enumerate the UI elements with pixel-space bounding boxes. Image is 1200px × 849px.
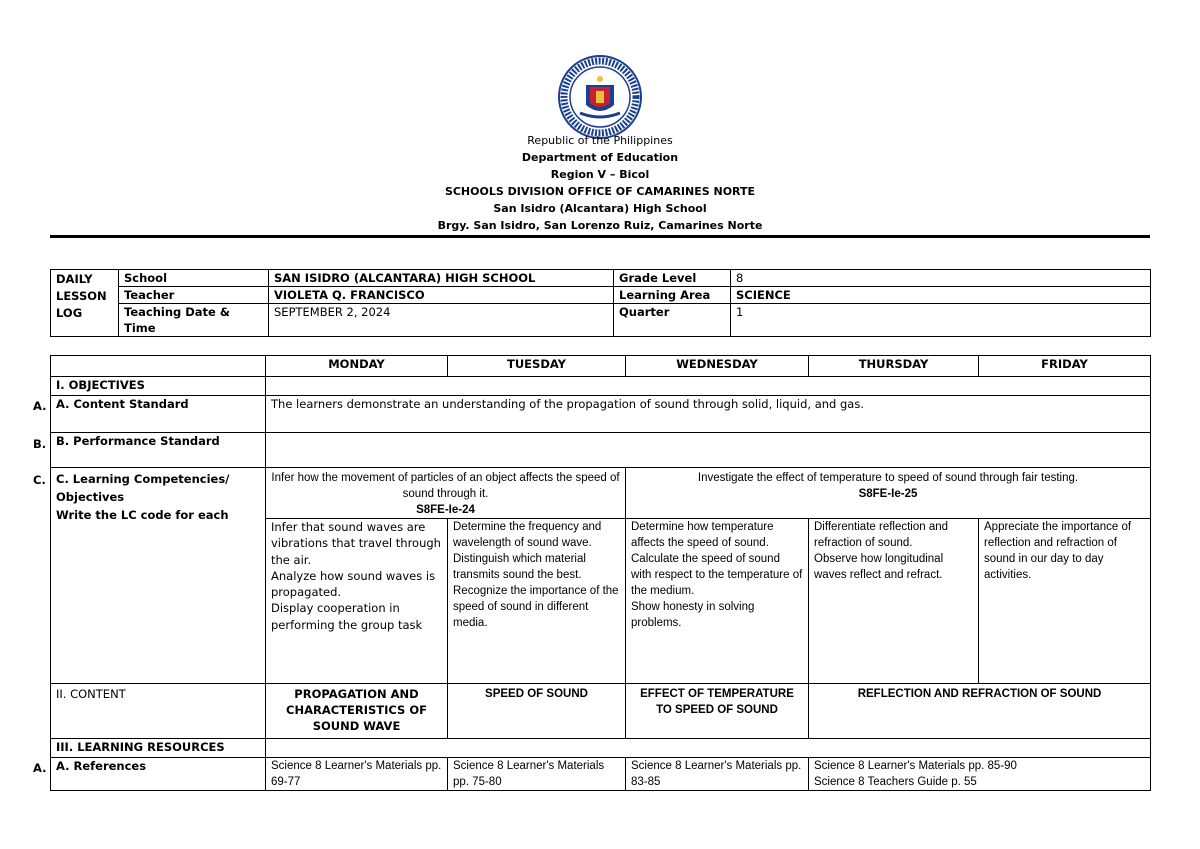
header-divider — [50, 235, 1150, 238]
content-wednesday: EFFECT OF TEMPERATURE TO SPEED OF SOUND — [626, 684, 809, 739]
grade-value: 8 — [731, 270, 1151, 287]
references-label: A. References — [51, 758, 266, 791]
objective-friday: Appreciate the importance of reflection and refraction of sound in our day to day activities. — [979, 519, 1151, 684]
lc-label-line2: Objectives — [56, 490, 125, 504]
grade-label: Grade Level — [614, 270, 731, 287]
lc-monday-tuesday — [266, 468, 626, 519]
content-thursday-friday: REFLECTION AND REFRACTION OF SOUND — [809, 684, 1151, 739]
marker-a-references: A. — [33, 761, 47, 775]
reference-tuesday: Science 8 Learner's Materials pp. 75-80 — [448, 758, 626, 791]
lc-left-code: S8FE-Ie-24 — [416, 504, 475, 516]
content-label: II. CONTENT — [51, 684, 266, 739]
quarter-value: 1 — [731, 304, 1151, 337]
content-monday: PROPAGATION AND CHARACTERISTICS OF SOUND WAVE — [266, 684, 448, 739]
lesson-log-table — [50, 355, 1151, 791]
republic-line: Republic of the Philippines — [527, 134, 673, 147]
objective-monday: Infer that sound waves are vibrations that travel through the air. Analyze how sound waves is propagated. Display cooperation in performing the group task — [266, 519, 448, 684]
marker-a: A. — [33, 399, 47, 413]
date-label: Teaching Date & Time — [119, 304, 269, 337]
day-friday: FRIDAY — [979, 356, 1151, 377]
lc-right-code: S8FE-Ie-25 — [858, 488, 918, 500]
teacher-label: Teacher — [119, 287, 269, 304]
marker-c: C. — [33, 473, 46, 487]
content-tuesday: SPEED OF SOUND — [448, 684, 626, 739]
letterhead — [0, 132, 1200, 234]
objectives-empty — [266, 377, 1151, 396]
day-wednesday: WEDNESDAY — [626, 356, 809, 377]
objective-wednesday: Determine how temperature affects the speed of sound. Calculate the speed of sound with respect to the temperature of the medium. Show honesty in solving problems. — [626, 519, 809, 684]
lc-left-text: Infer how the movement of particles of an object affects the speed of sound through it. — [271, 472, 620, 500]
learning-competencies-label — [51, 468, 266, 684]
learning-resources-empty — [266, 739, 1151, 758]
date-value: SEPTEMBER 2, 2024 — [269, 304, 614, 337]
objectives-label: I. OBJECTIVES — [51, 377, 266, 396]
address-line: Brgy. San Isidro, San Lorenzo Ruiz, Camarines Norte — [437, 219, 763, 232]
reference-monday: Science 8 Learner's Materials pp. 69-77 — [266, 758, 448, 791]
division-line: SCHOOLS DIVISION OFFICE OF CAMARINES NORTE — [444, 185, 756, 198]
lc-right-text: Investigate the effect of temperature to speed of sound through fair testing. — [697, 472, 1079, 484]
learning-resources-label: III. LEARNING RESOURCES — [51, 739, 266, 758]
dll-label: DAILY LESSON LOG — [51, 270, 119, 337]
school-label: School — [119, 270, 269, 287]
day-thursday: THURSDAY — [809, 356, 979, 377]
lc-label-line1: C. Learning Competencies/ — [56, 472, 230, 486]
objective-tuesday: Determine the frequency and wavelength of sound wave. Distinguish which material transmits sound the best. Recognize the importance of the speed of sound in different media. — [448, 519, 626, 684]
lc-wednesday-friday — [626, 468, 1151, 519]
reference-thursday-friday: Science 8 Learner's Materials pp. 85-90 Science 8 Teachers Guide p. 55 — [809, 758, 1151, 791]
content-standard-label: A. Content Standard — [51, 396, 266, 433]
marker-b: B. — [33, 437, 47, 451]
area-label: Learning Area — [614, 287, 731, 304]
school-value: SAN ISIDRO (ALCANTARA) HIGH SCHOOL — [269, 270, 614, 287]
teacher-value: VIOLETA Q. FRANCISCO — [269, 287, 614, 304]
content-standard-text: The learners demonstrate an understanding of the propagation of sound through solid, liquid, and gas. — [266, 396, 1151, 433]
quarter-label: Quarter — [614, 304, 731, 337]
corner-cell — [51, 356, 266, 377]
performance-standard-label — [51, 433, 266, 468]
lc-label-line3: Write the LC code for each — [56, 508, 229, 522]
performance-standard-label-text: B. Performance Standard — [56, 434, 220, 448]
area-value: SCIENCE — [731, 287, 1151, 304]
department-line: Department of Education — [521, 151, 679, 164]
info-table — [50, 269, 1151, 337]
performance-standard-empty — [266, 433, 1151, 468]
day-tuesday: TUESDAY — [448, 356, 626, 377]
day-monday: MONDAY — [266, 356, 448, 377]
deped-seal-icon — [558, 55, 642, 139]
school-line: San Isidro (Alcantara) High School — [493, 202, 707, 215]
objective-thursday: Differentiate reflection and refraction of sound. Observe how longitudinal waves reflect and refract. — [809, 519, 979, 684]
region-line: Region V – Bicol — [550, 168, 650, 181]
reference-wednesday: Science 8 Learner's Materials pp. 83-85 — [626, 758, 809, 791]
